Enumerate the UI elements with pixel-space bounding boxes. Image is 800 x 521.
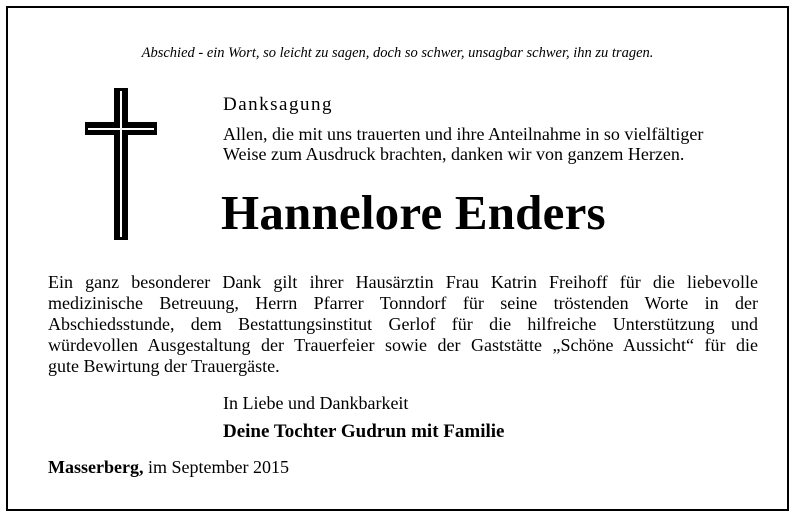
body-line: würdevollen Ausgestaltung der Trauerfeier sowie der Gaststätte „Schöne Aussicht“ für die (48, 335, 758, 355)
body-line: Ein ganz besonderer Dank gilt ihrer Hausärztin Frau Katrin Freihoff für die liebevolle (48, 272, 758, 292)
place-date (48, 457, 289, 478)
cross-icon (85, 88, 157, 240)
place: Masserberg, (48, 457, 144, 477)
motto: Abschied - ein Wort, so leicht zu sagen, doch so schwer, unsagbar schwer, ihn zu tragen. (141, 45, 654, 61)
closing: In Liebe und Dankbarkeit (223, 393, 409, 413)
thanks-text (223, 124, 763, 164)
date: im September 2015 (147, 457, 289, 477)
signature: Deine Tochter Gudrun mit Familie (223, 421, 505, 442)
body-line: Abschiedsstunde, dem Bestattungsinstitut Gerlof für die hilfreiche Unterstützung und (48, 314, 758, 334)
body-text (48, 272, 758, 377)
thanks-line: Allen, die mit uns trauerten und ihre Anteilnahme in so vielfältiger (223, 124, 704, 144)
body-line: gute Bewirtung der Trauergäste. (48, 356, 280, 376)
body-line: medizinische Betreuung, Herrn Pfarrer Tonndorf für seine tröstenden Worte in der (48, 293, 758, 313)
deceased-name: Hannelore Enders (221, 185, 606, 240)
obituary-notice (6, 6, 789, 511)
thanks-line: Weise zum Ausdruck brachten, danken wir von ganzem Herzen. (223, 144, 685, 164)
heading: Danksagung (223, 94, 333, 115)
